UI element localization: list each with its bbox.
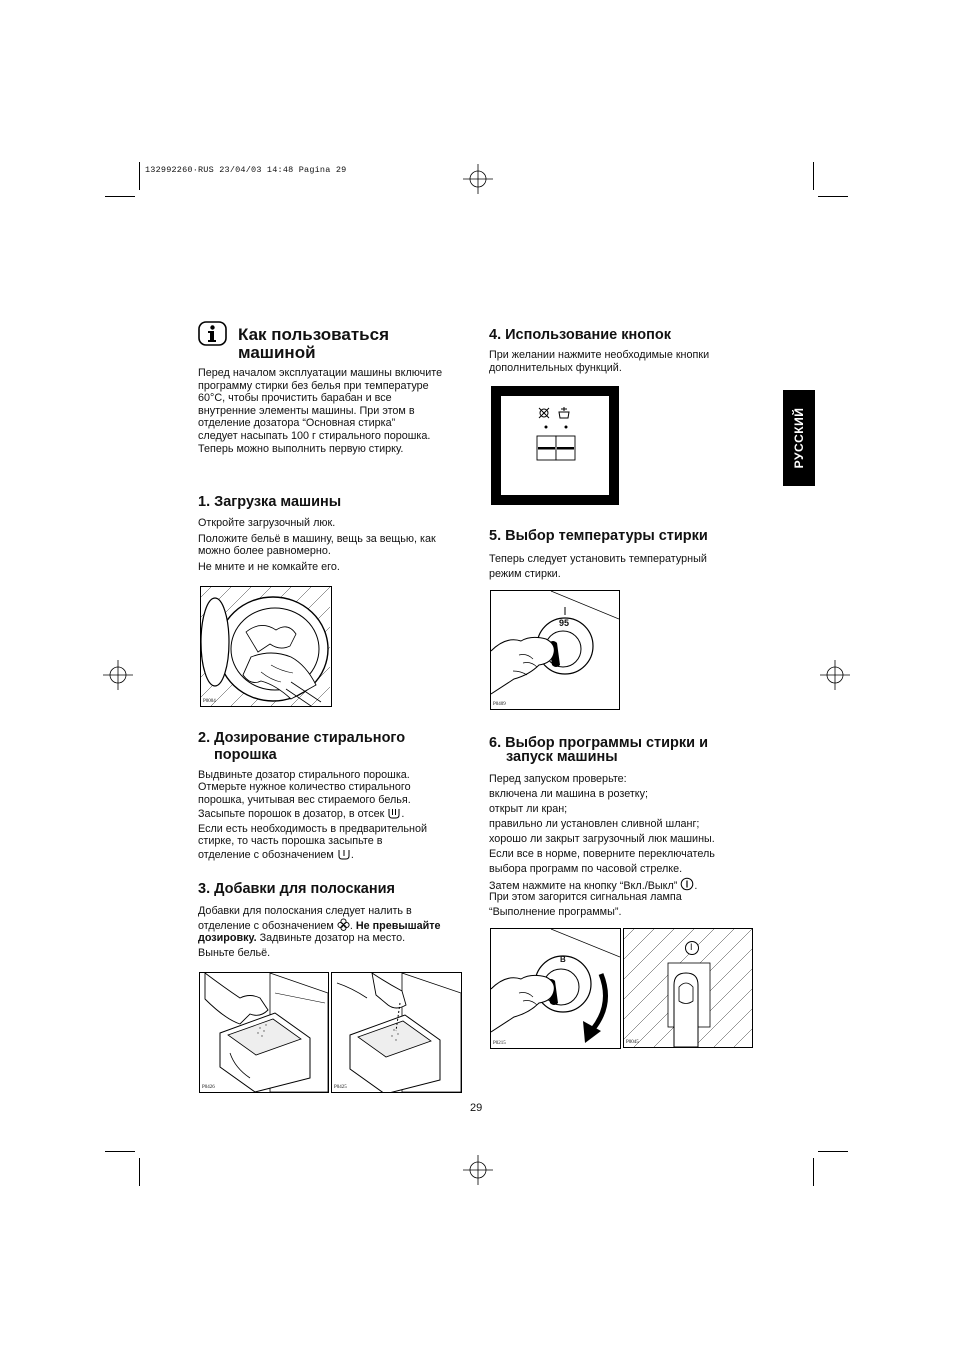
section2-line7: отделение с обозначением <box>198 849 334 861</box>
section2-line1: Выдвиньте дозатор стирального порошка. <box>198 769 410 781</box>
program-dial-illustration <box>491 929 620 1048</box>
section6-title-line1: Выбор программы стирки и <box>505 735 709 751</box>
section4-line1: При желании нажмите необходимые кнопки <box>489 349 710 361</box>
section5-title: Выбор температуры стирки <box>505 528 708 544</box>
section3-line1: Добавки для полоскания следует налить в <box>198 905 412 917</box>
registration-mark-right <box>820 660 850 690</box>
section3-line3-row <box>198 932 405 945</box>
info-icon <box>198 321 227 346</box>
section6-line8-row: Затем нажмите на кнопку “Вкл./Выкл” . <box>489 877 697 893</box>
figure-code: P0215 <box>493 1041 506 1046</box>
section4-title: Использование кнопок <box>505 327 671 343</box>
section2-line5: Если есть необходимость в предварительной <box>198 823 428 835</box>
section2-heading <box>198 730 405 746</box>
registration-mark-bottom <box>463 1155 493 1185</box>
option-buttons-illustration <box>491 386 619 505</box>
intro-line: внутренние элементы машины. При этом в <box>198 404 415 417</box>
section3-line2a: отделение с обозначением <box>198 920 334 932</box>
figure-code: P0425 <box>334 1085 347 1090</box>
section3-line3a: дозировку. <box>198 932 257 944</box>
section4-number: 4. <box>489 327 502 343</box>
section2-line3: порошка, учитывая вес стираемого белья. <box>198 794 411 806</box>
registration-mark-top <box>463 164 493 194</box>
section1-line2: Положите бельё в машину, вещь за вещью, как <box>198 533 436 545</box>
on-off-press-illustration <box>624 929 752 1047</box>
section2-line7-row: отделение с обозначением . <box>198 849 354 861</box>
section5-line2: режим стирки. <box>489 568 561 580</box>
program-dial-value: B <box>560 955 566 964</box>
section6-line8: Затем нажмите на кнопку “Вкл./Выкл” <box>489 880 678 892</box>
figure-code: P0426 <box>202 1085 215 1090</box>
section1-title: Загрузка машины <box>214 494 342 510</box>
on-off-button-icon <box>680 877 694 891</box>
section6-line9: При этом загорится сигнальная лампа <box>489 891 682 903</box>
print-header: 132992260·RUS 23/04/03 14:48 Pagina 29 <box>145 165 347 175</box>
page-number: 29 <box>470 1102 483 1114</box>
section1-line3: можно более равномерно. <box>198 545 331 557</box>
section4-line2: дополнительных функций. <box>489 362 622 374</box>
temperature-dial-illustration <box>491 591 619 709</box>
section3-line3b: Задвиньте дозатор на место. <box>259 932 406 944</box>
intro-line: следует насыпать 100 г стирального порошка. <box>198 429 431 442</box>
section2-number: 2. <box>198 730 211 746</box>
section3-line2-row: отделение с обозначением . Не превышайте <box>198 920 441 932</box>
intro-title-line2: машиной <box>238 343 316 362</box>
section2-line6: стирке, то часть порошка засыпьте в <box>198 835 383 847</box>
section6-text <box>489 772 715 877</box>
section6-line: Перед запуском проверьте: <box>489 773 627 785</box>
section1-line1: Откройте загрузочный люк. <box>198 517 336 529</box>
section5-heading <box>489 528 708 544</box>
figure-program-dial <box>490 928 621 1049</box>
softener-flower-icon <box>337 918 350 931</box>
section1-line4: Не мните и не комкайте его. <box>198 561 340 573</box>
section3-line2b: Не превышайте <box>355 920 441 932</box>
section2-line2: Отмерьте нужное количество стирального <box>198 781 411 793</box>
section5-number: 5. <box>489 528 502 544</box>
section3-number: 3. <box>198 881 211 897</box>
language-tab-label: РУССКИЙ <box>792 407 806 469</box>
figure-temperature-dial <box>490 590 620 710</box>
figure-code: P0409 <box>493 702 506 707</box>
section1-heading <box>198 494 341 510</box>
section2-line4-row: Засыпьте порошок в дозатор, в отсек . <box>198 808 405 820</box>
language-tab <box>783 390 815 486</box>
section6-number: 6. <box>489 735 502 751</box>
figure-on-off-press <box>623 928 753 1048</box>
figure-code: P0045 <box>626 1040 639 1045</box>
section6-title-line2: запуск машины <box>506 749 618 765</box>
section6-line: открыт ли кран; <box>489 803 568 815</box>
registration-mark-left <box>103 660 133 690</box>
intro-text <box>198 367 463 455</box>
temperature-dial-value: 95 <box>559 618 570 628</box>
section4-heading <box>489 327 671 343</box>
section5-line1: Теперь следует установить температурный <box>489 553 707 565</box>
stain-option-icon <box>539 408 549 418</box>
figure-softener-b <box>331 972 462 1093</box>
figure-loading-laundry <box>200 586 332 707</box>
figure-code: P0004 <box>203 699 216 704</box>
section3-heading <box>198 881 395 897</box>
section2-title-line2: порошка <box>214 747 277 763</box>
section6-line: включена ли машина в розетку; <box>489 788 649 800</box>
softener-dispenser-illustration-b <box>332 973 461 1092</box>
section6-line: выбора программ по часовой стрелке. <box>489 863 683 875</box>
softener-dispenser-illustration-a <box>200 973 328 1092</box>
section2-title-line1: Дозирование стирального <box>214 730 406 746</box>
section6-line: хорошо ли закрыт загрузочный люк машины. <box>489 833 715 845</box>
main-wash-compartment-icon <box>387 807 401 819</box>
intro-title-line1: Как пользоваться <box>238 325 389 344</box>
figure-softener-a <box>199 972 329 1093</box>
on-off-button-symbol: I <box>690 942 693 952</box>
intro-line: 60°C, чтобы прочистить барабан и все <box>198 392 392 405</box>
prewash-compartment-icon <box>337 848 351 860</box>
section6-line10: “Выполнение программы”. <box>489 906 622 918</box>
intro-line: Перед началом эксплуатации машины включите <box>198 367 443 379</box>
loading-laundry-illustration <box>201 587 331 706</box>
section6-line: правильно ли установлен сливной шланг; <box>489 818 700 830</box>
intro-line: отделение дозатора “Основная стирка” <box>198 417 396 430</box>
extra-rinse-option-icon <box>559 407 569 418</box>
section6-line: Если все в норме, поверните переключатель <box>489 848 715 860</box>
intro-line: программу стирки без белья при температуре <box>198 379 429 392</box>
intro-line: Теперь можно выполнить первую стирку. <box>198 442 404 455</box>
section1-number: 1. <box>198 494 211 510</box>
section3-line4: Выньте бельё. <box>198 947 271 959</box>
figure-option-buttons <box>491 386 619 505</box>
section2-line4: Засыпьте порошок в дозатор, в отсек <box>198 808 385 820</box>
section3-title: Добавки для полоскания <box>214 881 395 897</box>
